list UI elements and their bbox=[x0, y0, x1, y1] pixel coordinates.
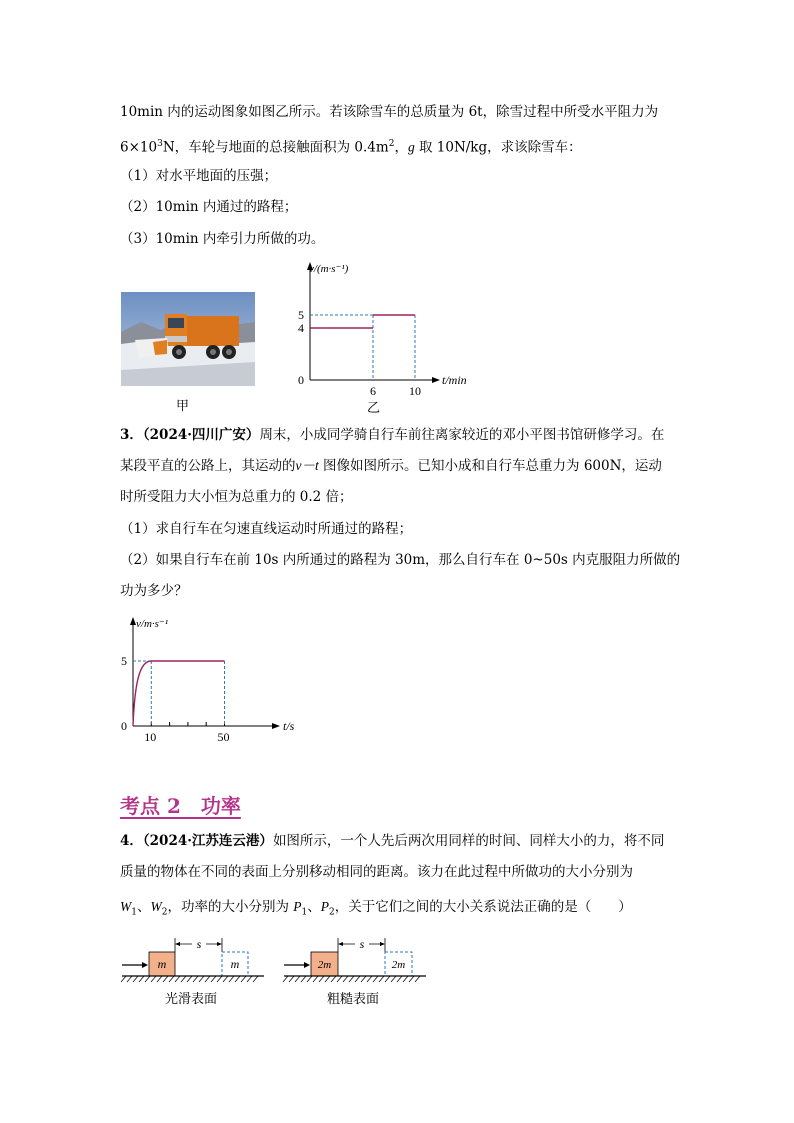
ground-hatch bbox=[289, 976, 294, 982]
distance-label: s bbox=[359, 937, 365, 951]
ground-hatch bbox=[331, 976, 336, 982]
subscript: 2 bbox=[329, 907, 335, 918]
problem-source: （2024·江苏连云港） bbox=[142, 833, 273, 849]
ground-hatch bbox=[139, 976, 144, 982]
ground-hatch bbox=[409, 976, 414, 982]
data-curve-accel bbox=[133, 661, 151, 726]
vt-symbol: v－t bbox=[295, 458, 319, 473]
problem3-line2 bbox=[120, 456, 662, 476]
block-mass-label: 2m bbox=[391, 959, 406, 971]
force-diagram-smooth bbox=[118, 932, 268, 987]
subscript: 1 bbox=[301, 907, 308, 918]
caption-jia: 甲 bbox=[176, 399, 190, 414]
x-tick-label: 10 bbox=[409, 384, 421, 398]
ground-hatch bbox=[253, 976, 258, 982]
problem4-line3 bbox=[120, 897, 632, 923]
y-tick-label: 4 bbox=[298, 321, 304, 335]
problem3-question-1: （1）求自行车在匀速直线运动时所通过的路程； bbox=[120, 521, 413, 537]
problem2-line2: $6\times 10^3N$，车轮与地面的总接触面积为 $0.4m^2$，g 取 10N/kg，求该除雪车： bbox=[120, 139, 582, 156]
g-symbol: g bbox=[407, 139, 415, 155]
problem4-line2: 质量的物体在不同的表面上分别移动相同的距离。该力在此过程中所做功的大小分别为 bbox=[120, 864, 633, 880]
ground-hatch bbox=[415, 976, 420, 982]
ground-hatch bbox=[403, 976, 408, 982]
ground-hatch bbox=[325, 976, 330, 982]
separator: 、 bbox=[307, 899, 321, 915]
subscript: 1 bbox=[131, 907, 137, 918]
text-segment: 图像如图所示。已知小成和自行车总重力为 600N，运动 bbox=[318, 458, 662, 474]
ground-hatch bbox=[313, 976, 318, 982]
x-tick-label: 0 bbox=[121, 719, 127, 733]
ground-hatch bbox=[193, 976, 198, 982]
ground-hatch bbox=[181, 976, 186, 982]
caption-smooth-surface: 光滑表面 bbox=[165, 992, 218, 1007]
ground-hatch bbox=[367, 976, 372, 982]
ground-hatch bbox=[295, 976, 300, 982]
ground-hatch bbox=[385, 976, 390, 982]
ground-hatch bbox=[301, 976, 306, 982]
problem2-line1: 10min 内的运动图象如图乙所示。若该除雪车的总质量为 6t，除雪过程中所受水平阻力为 bbox=[120, 104, 659, 120]
ground-hatch bbox=[133, 976, 138, 982]
ground-hatch bbox=[187, 976, 192, 982]
x-axis-label: t/min bbox=[442, 373, 467, 387]
ground-hatch bbox=[211, 976, 216, 982]
problem-number: 4． bbox=[120, 833, 143, 849]
ground-hatch bbox=[145, 976, 150, 982]
ground-hatch bbox=[175, 976, 180, 982]
x-tick-label: 10 bbox=[144, 730, 157, 744]
ground-hatch bbox=[127, 976, 132, 982]
problem-number: 3． bbox=[120, 427, 143, 443]
y-tick-label: 5 bbox=[121, 654, 127, 668]
subscript: 2 bbox=[161, 907, 168, 918]
problem3-question-2a: （2）如果自行车在前 10s 内所通过的路程为 30m，那么自行车在 0~50s 内克服阻力所做的 bbox=[120, 552, 681, 568]
text-segment: ，功率的大小分别为 bbox=[167, 899, 294, 915]
force-diagram-rough bbox=[280, 932, 430, 987]
ground-hatch bbox=[361, 976, 366, 982]
ground-hatch bbox=[397, 976, 402, 982]
text-segment: ，关于它们之间的大小关系说法正确的是（ ） bbox=[334, 899, 632, 915]
superscript: 2 bbox=[388, 139, 395, 149]
ground-hatch bbox=[235, 976, 240, 982]
ground-hatch bbox=[199, 976, 204, 982]
section-heading: 考点 2 功率 bbox=[120, 794, 241, 818]
ground-hatch bbox=[337, 976, 342, 982]
y-axis-label: v/m·s⁻¹ bbox=[136, 618, 169, 630]
ground-hatch bbox=[217, 976, 222, 982]
text-segment: N，车轮与地面的总接触面积为 0.4m bbox=[162, 139, 389, 156]
ground-hatch bbox=[229, 976, 234, 982]
text-segment: 周末，小成同学骑自行车前往离家较近的邓小平图书馆研修学习。在 bbox=[259, 427, 665, 443]
problem-source: （2024·四川广安） bbox=[142, 427, 260, 443]
caption-yi: 乙 bbox=[367, 401, 381, 416]
text-segment: 如图所示，一个人先后两次用同样的时间、同样大小的力，将不同 bbox=[272, 833, 665, 849]
text-segment: 某段平直的公路上，其运动的 bbox=[120, 458, 296, 474]
ground-hatch bbox=[373, 976, 378, 982]
superscript: 3 bbox=[157, 139, 163, 149]
ground-hatch bbox=[379, 976, 384, 982]
ground-hatch bbox=[391, 976, 396, 982]
x-axis-arrow bbox=[272, 723, 280, 729]
x-axis-label: t/s bbox=[283, 719, 295, 733]
ground-hatch bbox=[121, 976, 126, 982]
snowplow-photo bbox=[121, 292, 255, 386]
ground-hatch bbox=[349, 976, 354, 982]
block-mass-label: 2m bbox=[317, 959, 332, 971]
p1-symbol: P bbox=[293, 899, 302, 914]
p2-symbol: P bbox=[320, 899, 329, 914]
problem3-line3: 时所受阻力大小恒为总重力的 0.2 倍； bbox=[120, 489, 353, 505]
ground-hatch bbox=[343, 976, 348, 982]
ground-hatch bbox=[241, 976, 246, 982]
vt-graph-1 bbox=[290, 258, 480, 408]
x-tick-label: 6 bbox=[370, 384, 376, 398]
x-axis-arrow bbox=[432, 377, 440, 383]
problem3-question-2b: 功为多少？ bbox=[120, 583, 188, 599]
ground-hatch bbox=[283, 976, 288, 982]
ground-hatch bbox=[355, 976, 360, 982]
text-segment: 取 10N/kg，求该除雪车： bbox=[414, 139, 582, 156]
problem2-question-2: （2）10min 内通过的路程； bbox=[120, 199, 298, 215]
vt-graph-2 bbox=[110, 612, 310, 750]
text-segment: 6×10 bbox=[120, 139, 158, 156]
problem3-line1 bbox=[120, 425, 664, 445]
x-tick-label: 50 bbox=[217, 730, 230, 744]
block-mass-label: m bbox=[157, 957, 167, 971]
problem4-line1 bbox=[120, 831, 664, 851]
y-axis-label: v/(m·s⁻¹) bbox=[309, 263, 349, 275]
caption-rough-surface: 粗糙表面 bbox=[327, 992, 380, 1007]
ground-hatch bbox=[223, 976, 228, 982]
problem2-question-1: （1）对水平地面的压强； bbox=[120, 168, 278, 184]
ground-hatch bbox=[319, 976, 324, 982]
ground-hatch bbox=[307, 976, 312, 982]
block-mass-label: m bbox=[230, 957, 240, 971]
problem2-question-3: （3）10min 内牵引力所做的功。 bbox=[120, 231, 325, 247]
y-tick-label: 5 bbox=[298, 308, 304, 322]
ground-hatch bbox=[151, 976, 156, 982]
distance-label: s bbox=[196, 937, 202, 951]
ground-hatch bbox=[157, 976, 162, 982]
separator: 、 bbox=[136, 899, 151, 915]
x-tick-label: 0 bbox=[298, 373, 304, 387]
w2-symbol: W bbox=[150, 899, 162, 914]
ground-hatch bbox=[169, 976, 174, 982]
ground-hatch bbox=[205, 976, 210, 982]
ground-hatch bbox=[247, 976, 252, 982]
ground-hatch bbox=[163, 976, 168, 982]
w1-symbol: W bbox=[120, 899, 132, 914]
